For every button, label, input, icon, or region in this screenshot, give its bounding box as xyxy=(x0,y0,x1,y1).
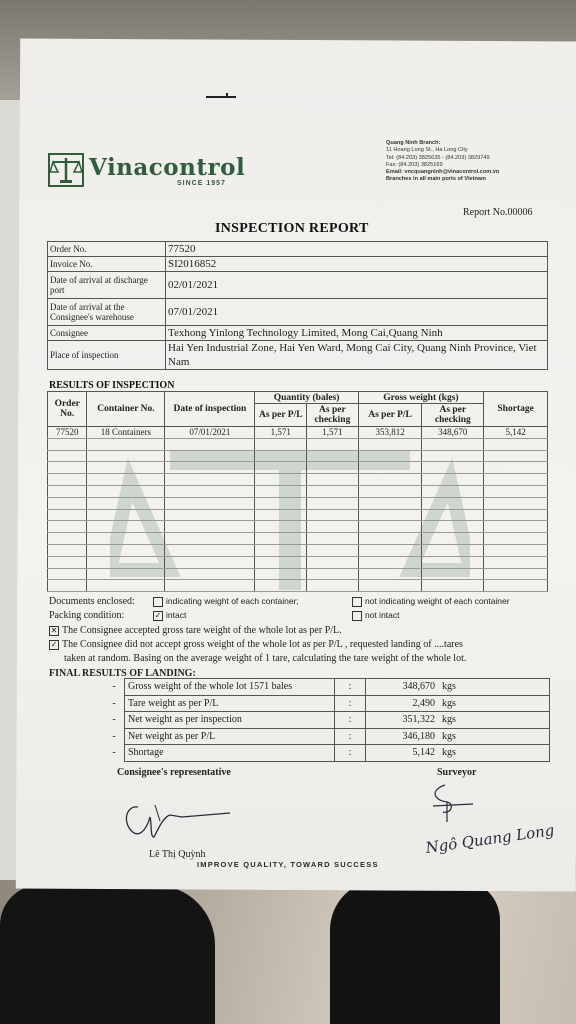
enclosed-option-1-checkbox[interactable] xyxy=(153,597,163,607)
colon: : xyxy=(335,745,366,762)
table-row xyxy=(48,521,548,533)
table-row xyxy=(48,462,548,474)
col-container-no: Container No. xyxy=(87,392,165,427)
invoice-no-label: Invoice No. xyxy=(48,257,166,272)
documents-enclosed-row xyxy=(49,596,135,607)
company-name: Vinacontrol xyxy=(89,154,246,181)
consignee-label: Consignee xyxy=(48,326,166,341)
col-gw-as-per-pl: As per P/L xyxy=(358,404,422,427)
table-row xyxy=(104,712,550,729)
order-no-label: Order No. xyxy=(48,242,166,257)
branch-line: Email: vncquangninh@vinacontrol.com.vn xyxy=(386,169,500,176)
table-row xyxy=(48,509,548,521)
colon: : xyxy=(335,712,366,729)
col-date-of-inspection: Date of inspection xyxy=(165,392,255,427)
consignee-signature-icon xyxy=(120,795,250,840)
invoice-no-value: SI2016852 xyxy=(166,257,548,272)
surveyor-handwritten-name: Ngô Quang Long xyxy=(424,821,556,857)
net-weight-inspection-value: 351,322 xyxy=(366,712,440,729)
table-row xyxy=(104,728,550,745)
statement-2-continued: taken at random. Basing on the average weight of 1 tare, calculating the tare weight of the whole lot. xyxy=(64,653,467,664)
enclosed-option-2-label: not indicating weight of each container xyxy=(365,596,510,606)
row-dash: - xyxy=(112,714,116,726)
packing-option-2-label: not intact xyxy=(365,610,400,620)
net-weight-inspection-unit: kgs xyxy=(439,712,550,729)
table-row xyxy=(48,556,548,568)
row-dash: - xyxy=(112,681,116,693)
cell-gw-checking: 348,670 xyxy=(422,427,484,439)
branch-line: 11 Hoang Long St., Ha Long City xyxy=(386,147,468,154)
surveyor-label: Surveyor xyxy=(437,767,477,778)
shortage-unit: kgs xyxy=(439,745,550,762)
documents-enclosed-label: Documents enclosed: xyxy=(49,596,135,607)
packing-option-1 xyxy=(153,610,186,621)
table-row xyxy=(48,272,548,299)
cell-shortage: 5,142 xyxy=(484,427,548,439)
statement-1-checkbox[interactable]: ✕ xyxy=(50,625,58,635)
shortage-value: 5,142 xyxy=(366,745,440,762)
col-quantity: Quantity (bales) xyxy=(255,392,358,404)
consignee-representative-label: Consignee's representative xyxy=(117,767,231,778)
consignee-value: Texhong Yinlong Technology Limited, Mong Cai,Quang Ninh xyxy=(166,326,548,341)
consignee-name: Lê Thị Quỳnh xyxy=(149,849,206,860)
packing-option-1-label: intact xyxy=(166,610,187,620)
net-weight-pl-value: 346,180 xyxy=(366,728,440,745)
results-table xyxy=(47,391,548,592)
gross-weight-value: 348,670 xyxy=(366,679,440,696)
statement-2-text: The Consignee did not accept gross weight of the whole lot as per P/L , requested landing of ....tares xyxy=(62,639,463,650)
company-slogan: IMPROVE QUALITY, TOWARD SUCCESS xyxy=(197,860,379,869)
since-year: SINCE 1957 xyxy=(177,180,226,187)
net-weight-pl-unit: kgs xyxy=(439,728,550,745)
branch-name: Quang Ninh Branch: xyxy=(386,140,441,146)
table-header-row xyxy=(48,392,548,404)
cell-qty-pl: 1,571 xyxy=(255,427,307,439)
table-row xyxy=(48,326,548,341)
table-row xyxy=(48,533,548,545)
table-row xyxy=(48,544,548,556)
row-dash: - xyxy=(112,747,116,759)
col-order-no: Order No. xyxy=(48,392,87,427)
results-title: RESULTS OF INSPECTION xyxy=(49,380,175,391)
place-value: Hai Yen Industrial Zone, Hai Yen Ward, Mong Cai City, Quang Ninh Province, Viet Nam xyxy=(166,341,548,370)
table-row xyxy=(48,580,548,592)
packing-condition-label: Packing condition: xyxy=(49,610,125,621)
table-row xyxy=(48,427,548,439)
table-row xyxy=(48,474,548,486)
table-row xyxy=(48,450,548,462)
table-row xyxy=(48,485,548,497)
colon: : xyxy=(335,728,366,745)
branch-line: Tel: (84.203) 3825635 - (84.203) 3829749 xyxy=(386,154,490,161)
packing-option-2 xyxy=(352,610,400,621)
surveyor-signature-icon xyxy=(425,780,485,830)
table-row xyxy=(104,695,550,712)
tare-weight-value: 2,490 xyxy=(366,695,440,712)
colon: : xyxy=(335,679,366,696)
col-shortage: Shortage xyxy=(484,392,548,427)
order-info-table xyxy=(47,241,548,370)
arrival-port-label: Date of arrival at discharge port xyxy=(48,272,166,299)
arrival-warehouse-label: Date of arrival at the Consignee's warehouse xyxy=(48,299,166,326)
col-gross-weight: Gross weight (kgs) xyxy=(358,392,483,404)
enclosed-option-2-checkbox[interactable] xyxy=(352,597,362,607)
table-row xyxy=(48,568,548,580)
table-row xyxy=(104,745,550,762)
table-row xyxy=(48,242,548,257)
gross-weight-label: Gross weight of the whole lot 1571 bales xyxy=(125,679,335,696)
table-row xyxy=(104,679,550,696)
final-results-title: FINAL RESULTS OF LANDING: xyxy=(49,668,196,679)
statement-1-text: The Consignee accepted gross tare weight of the whole lot as per P/L. xyxy=(62,625,342,636)
table-row xyxy=(48,438,548,450)
col-qty-as-per-pl: As per P/L xyxy=(255,404,307,427)
statement-2 xyxy=(49,639,463,650)
report-number: Report No.00006 xyxy=(463,207,533,218)
packing-not-intact-checkbox[interactable] xyxy=(352,611,362,621)
col-qty-as-per-checking: As per checking xyxy=(307,404,359,427)
enclosed-option-1 xyxy=(153,596,299,607)
cell-order-no: 77520 xyxy=(48,427,87,439)
col-gw-as-per-checking: As per checking xyxy=(422,404,484,427)
table-row xyxy=(48,341,548,370)
final-results-table xyxy=(104,678,550,762)
branch-line: Fax: (84.203) 3825169 xyxy=(386,161,443,168)
packing-condition-row xyxy=(49,610,124,621)
arrival-port-value: 02/01/2021 xyxy=(166,272,548,299)
vinacontrol-logo xyxy=(47,152,247,192)
scales-emblem-icon xyxy=(47,152,85,188)
order-no-value: 77520 xyxy=(166,242,548,257)
branch-address xyxy=(386,140,556,184)
table-row xyxy=(48,257,548,272)
row-dash: - xyxy=(112,697,116,709)
table-row xyxy=(48,299,548,326)
statement-1 xyxy=(49,625,342,636)
cell-container-no: 18 Containers xyxy=(87,427,165,439)
shortage-label: Shortage xyxy=(125,745,335,762)
enclosed-option-2 xyxy=(352,596,510,607)
report-title: INSPECTION REPORT xyxy=(215,221,369,236)
cell-qty-checking: 1,571 xyxy=(307,427,359,439)
cell-date: 07/01/2021 xyxy=(165,427,255,439)
row-dash: - xyxy=(112,730,116,742)
cell-gw-pl: 353,812 xyxy=(358,427,422,439)
gross-weight-unit: kgs xyxy=(439,679,550,696)
tare-weight-label: Tare weight as per P/L xyxy=(125,695,335,712)
enclosed-option-1-label: indicating weight of each container; xyxy=(166,596,299,606)
table-row xyxy=(48,497,548,509)
staple-mark xyxy=(206,93,236,99)
net-weight-pl-label: Net weight as per P/L xyxy=(125,728,335,745)
net-weight-inspection-label: Net weight as per inspection xyxy=(125,712,335,729)
arrival-warehouse-value: 07/01/2021 xyxy=(166,299,548,326)
branches-note: Branches in all main ports of Vietnam xyxy=(386,176,486,183)
tare-weight-unit: kgs xyxy=(439,695,550,712)
colon: : xyxy=(335,695,366,712)
place-label: Place of inspection xyxy=(48,341,166,370)
packing-intact-checkbox[interactable]: ✓ xyxy=(154,610,162,620)
statement-2-checkbox[interactable]: ✓ xyxy=(50,639,58,649)
